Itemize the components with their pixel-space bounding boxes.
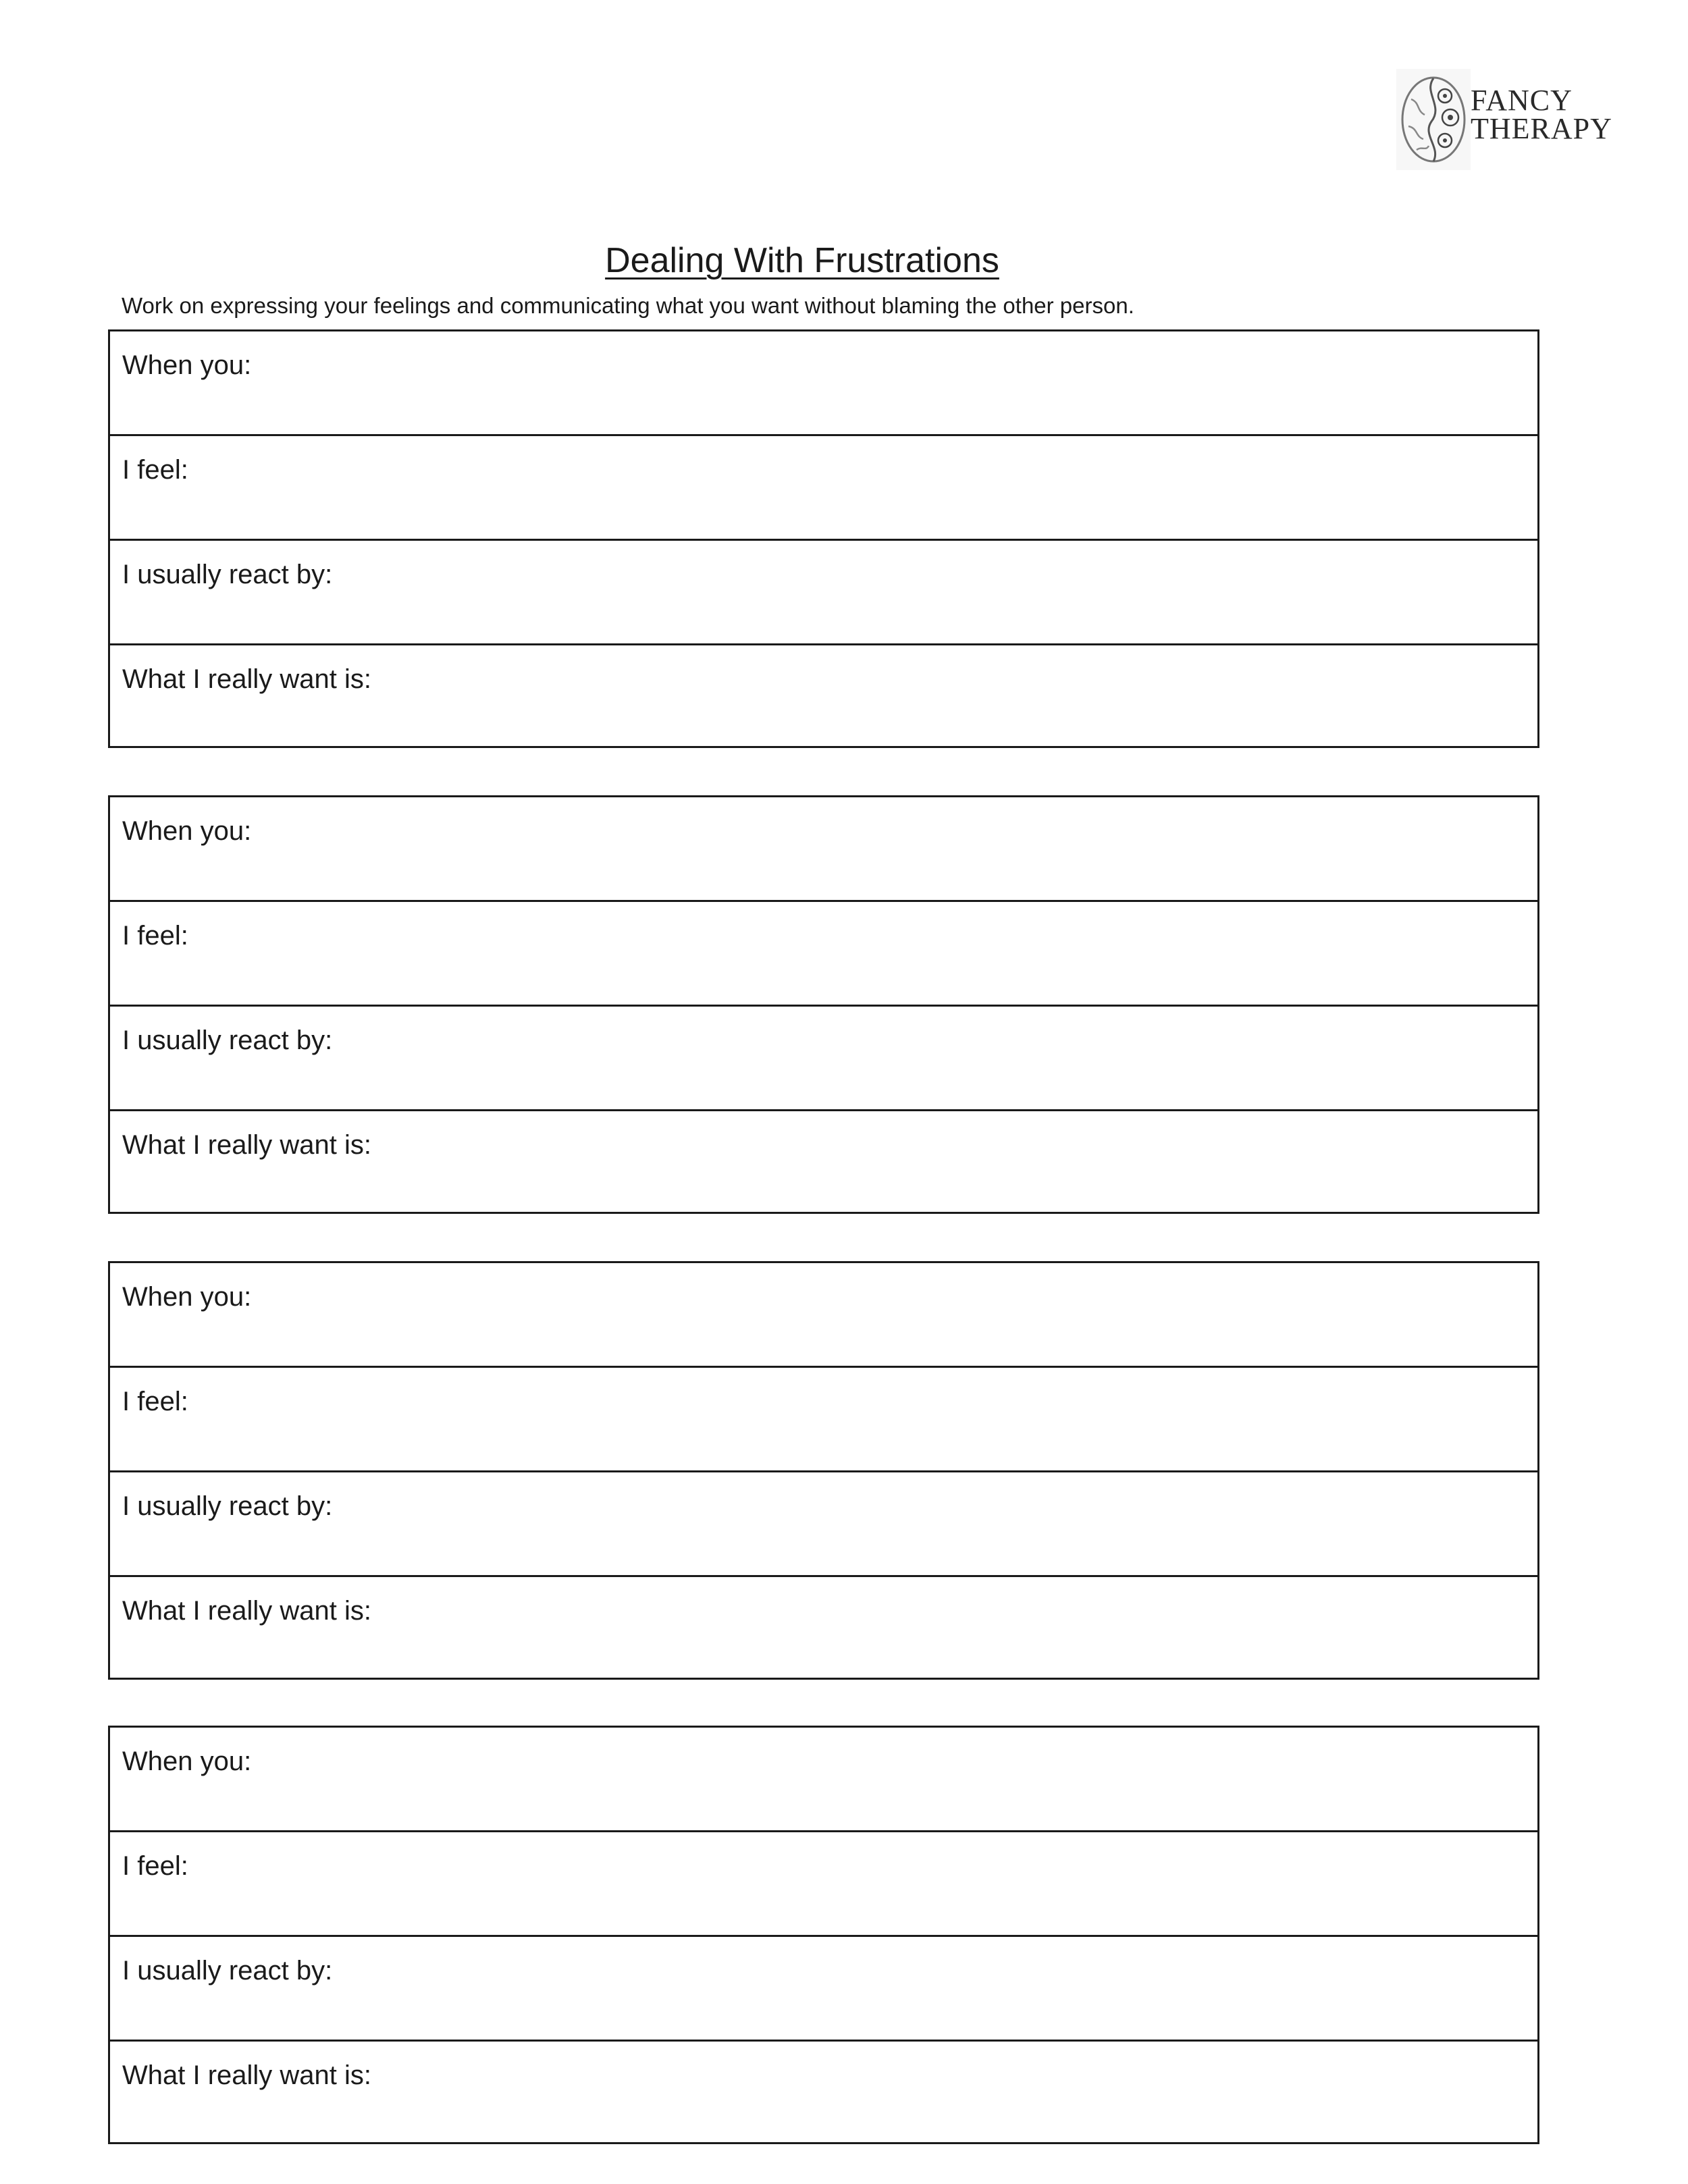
i-feel-field[interactable]: I feel: xyxy=(110,1368,1537,1472)
really-want-field[interactable]: What I really want is: xyxy=(122,1130,372,1160)
worksheet-block xyxy=(108,1726,1539,2144)
really-want-field[interactable]: What I really want is: xyxy=(122,1596,372,1626)
page-title: Dealing With Frustrations xyxy=(605,241,999,280)
instructions: Work on expressing your feelings and communicating what you want without blaming the other person. xyxy=(122,293,1134,318)
worksheet-block xyxy=(108,795,1539,1214)
i-feel-field[interactable]: I feel: xyxy=(110,436,1537,541)
i-feel-field[interactable]: I feel: xyxy=(110,902,1537,1007)
usually-react-field[interactable]: I usually react by: xyxy=(110,1472,1537,1577)
worksheet-block xyxy=(108,1261,1539,1680)
really-want-field[interactable]: What I really want is: xyxy=(122,664,372,694)
really-want-field[interactable]: What I really want is: xyxy=(122,2060,372,2090)
usually-react-field[interactable]: I usually react by: xyxy=(110,541,1537,645)
logo-text xyxy=(1471,86,1612,143)
logo-line-2: THERAPY xyxy=(1471,112,1612,145)
brain-flower-icon xyxy=(1396,69,1471,170)
when-you-field[interactable]: When you: xyxy=(110,331,1537,436)
usually-react-field[interactable]: I usually react by: xyxy=(110,1007,1537,1111)
when-you-field[interactable]: When you: xyxy=(110,1263,1537,1368)
when-you-field[interactable]: When you: xyxy=(110,1728,1537,1832)
usually-react-field[interactable]: I usually react by: xyxy=(110,1937,1537,2042)
worksheet-block xyxy=(108,329,1539,748)
i-feel-field[interactable]: I feel: xyxy=(110,1832,1537,1937)
logo xyxy=(1396,62,1639,177)
logo-line-1: FANCY xyxy=(1471,84,1573,117)
when-you-field[interactable]: When you: xyxy=(110,797,1537,902)
